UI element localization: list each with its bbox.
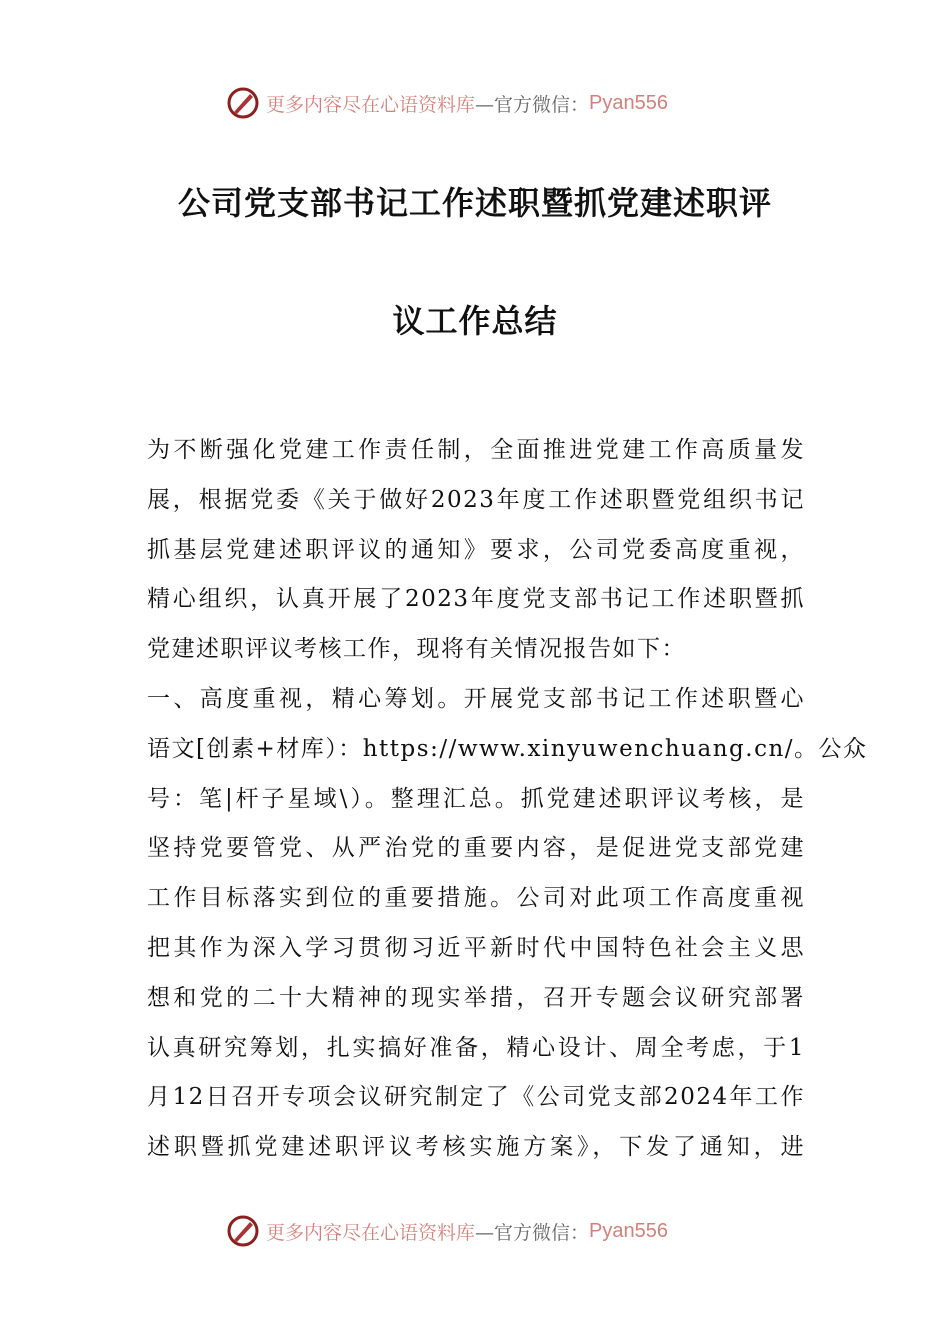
banner-wechat-id: Pyan556: [589, 1219, 668, 1242]
body-line: 抓基层党建述职评议的通知》要求，公司党委高度重视，: [147, 536, 805, 563]
body-line: 展，根据党委《关于做好2023年度工作述职暨党组织书记: [147, 486, 805, 513]
document-title-line-1: 公司党支部书记工作述职暨抓党建述职评: [177, 184, 772, 222]
body-line: 认真研究筹划，扎实搞好准备，精心设计、周全考虑，于1: [147, 1034, 805, 1061]
body-line: 语文[创素+材库）：https://www.xinyuwenchuang.cn/。公众: [147, 735, 868, 762]
body-line: 党建述职评议考核工作，现将有关情况报告如下：: [147, 636, 686, 663]
body-line: 述职暨抓党建述职评议考核实施方案》，下发了通知，进: [147, 1134, 805, 1161]
banner-label: —官方微信：: [475, 1221, 590, 1244]
footer-banner: [226, 1211, 726, 1251]
body-line: 精心组织，认真开展了2023年度党支部书记工作述职暨抓: [147, 586, 805, 613]
document-body: [147, 428, 868, 1175]
body-line: 工作目标落实到位的重要措施。公司对此项工作高度重视: [147, 885, 805, 912]
header-banner: [226, 83, 726, 123]
body-line: 坚持党要管党、从严治党的重要内容，是促进党支部党建: [147, 835, 805, 862]
banner-wechat-id: Pyan556: [589, 91, 668, 114]
document-title-line-2: 议工作总结: [392, 302, 558, 340]
pen-logo-icon: [226, 86, 260, 120]
pen-logo-icon: [226, 1214, 260, 1248]
banner-text: 更多内容尽在心语资料库: [266, 1221, 476, 1244]
body-line: 号：笔|杆子星域\）。整理汇总。抓党建述职评议考核，是: [147, 785, 805, 812]
banner-label: —官方微信：: [475, 93, 590, 116]
body-line: 为不断强化党建工作责任制，全面推进党建工作高质量发: [147, 437, 805, 463]
body-line: 月12日召开专项会议研究制定了《公司党支部2024年工作: [147, 1084, 805, 1111]
body-line: 把其作为深入学习贯彻习近平新时代中国特色社会主义思: [147, 934, 805, 961]
banner-text: 更多内容尽在心语资料库: [266, 93, 476, 116]
body-line: 想和党的二十大精神的现实举措，召开专题会议研究部署: [147, 984, 805, 1011]
body-line: 一、高度重视，精心筹划。开展党支部书记工作述职暨心: [147, 685, 805, 712]
